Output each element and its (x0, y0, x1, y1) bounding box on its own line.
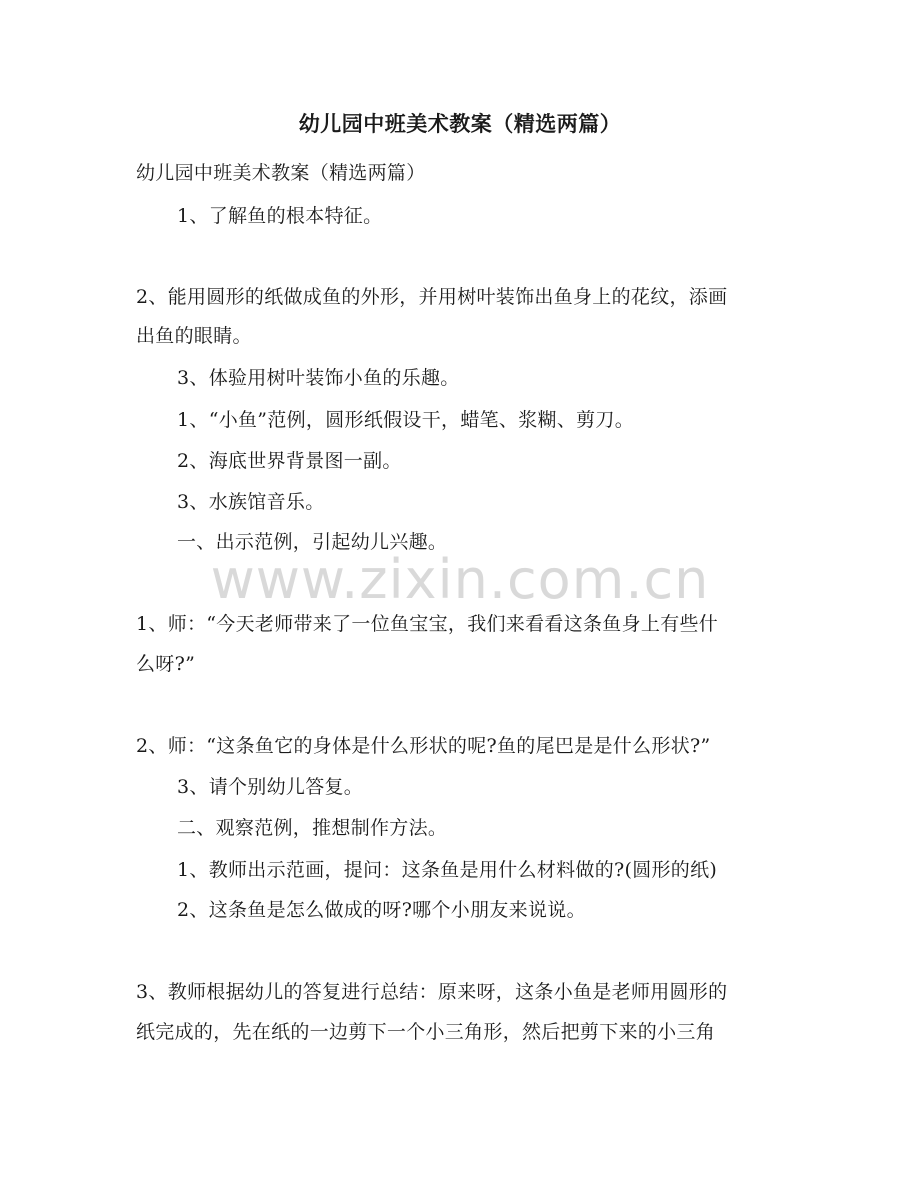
paragraph-line: 2、这条鱼是怎么做成的呀?哪个小朋友来说说。 (177, 899, 586, 921)
paragraph-line: 么呀?” (136, 653, 196, 675)
paragraph-line: 3、教师根据幼儿的答复进行总结：原来呀，这条小鱼是老师用圆形的 (136, 981, 728, 1003)
subtitle-line: 幼儿园中班美术教案（精选两篇） (136, 162, 426, 184)
document-title: 幼儿园中班美术教案（精选两篇） (298, 111, 622, 136)
paragraph-line: 1、了解鱼的根本特征。 (177, 205, 383, 227)
paragraph-line: 1、教师出示范画，提问：这条鱼是用什么材料做的?(圆形的纸) (177, 859, 718, 881)
paragraph-line: 1、“小鱼”范例，圆形纸假设干，蜡笔、浆糊、剪刀。 (177, 409, 635, 431)
section-heading: 一、出示范例，引起幼儿兴趣。 (177, 531, 448, 553)
paragraph-line: 1、师：“今天老师带来了一位鱼宝宝，我们来看看这条鱼身上有些什 (136, 613, 719, 635)
paragraph-line: 出鱼的眼睛。 (136, 325, 252, 347)
paragraph-line: 2、能用圆形的纸做成鱼的外形，并用树叶装饰出鱼身上的花纹，添画 (136, 286, 728, 308)
watermark: www.zixin.com.cn (210, 548, 710, 611)
paragraph-line: 2、师：“这条鱼它的身体是什么形状的呢?鱼的尾巴是是什么形状?” (136, 735, 711, 757)
paragraph-line: 3、水族馆音乐。 (177, 491, 325, 513)
paragraph-line: 纸完成的，先在纸的一边剪下一个小三角形，然后把剪下来的小三角 (136, 1021, 716, 1043)
paragraph-line: 2、海底世界背景图一副。 (177, 450, 402, 472)
section-heading: 二、观察范例，推想制作方法。 (177, 817, 448, 839)
paragraph-line: 3、请个别幼儿答复。 (177, 776, 364, 798)
paragraph-line: 3、体验用树叶装饰小鱼的乐趣。 (177, 367, 460, 389)
